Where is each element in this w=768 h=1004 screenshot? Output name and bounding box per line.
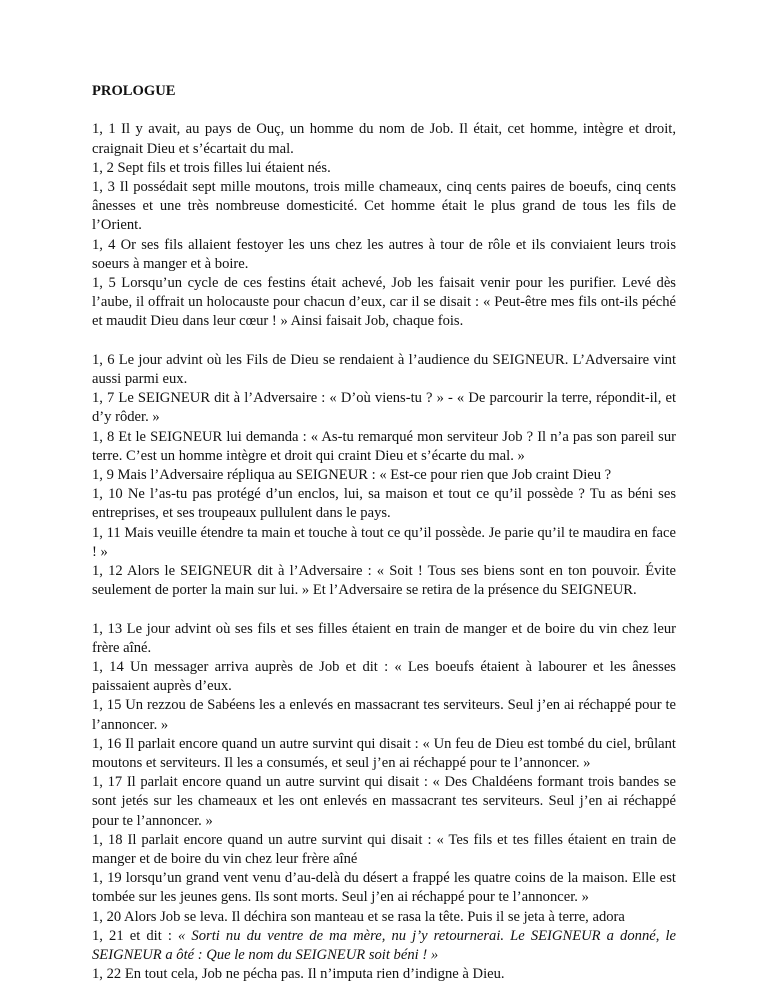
verse-1-21 — [92, 927, 676, 965]
verse-1-22: 1, 22 En tout cela, Job ne pécha pas. Il n’imputa rien d’indigne à Dieu. — [92, 966, 505, 983]
verse-1-1: 1, 1 Il y avait, au pays de Ouç, un homme du nom de Job. Il était, cet homme, intègre et droit, craignait Dieu et s’écartait du mal. — [92, 121, 676, 157]
paragraph-1 — [92, 120, 676, 331]
section-title: PROLOGUE — [92, 83, 176, 99]
verse-1-8: 1, 8 Et le SEIGNEUR lui demanda : « As-tu remarqué mon serviteur Job ? Il n’a pas son pareil sur terre. C’est un homme intègre et droit qui craint Dieu et s’écarte du mal. » — [92, 428, 676, 464]
verse-1-18: 1, 18 Il parlait encore quand un autre survint qui disait : « Tes fils et tes filles étaient en train de manger et de boire du vin chez leur frère aîné — [92, 831, 676, 868]
verse-1-3: 1, 3 Il possédait sept mille moutons, trois mille chameaux, cinq cents paires de boeufs, cinq cents ânesses et une très nombreuse domesticité. Cet homme était le plus grand de tous les fils de l’Orient. — [92, 179, 676, 234]
verse-1-2: 1, 2 Sept fils et trois filles lui étaient nés. — [92, 159, 331, 176]
paragraph-3 — [92, 620, 676, 985]
verse-1-4: 1, 4 Or ses fils allaient festoyer les uns chez les autres à tour de rôle et ils conviaient leurs trois soeurs à manger et à boire. — [92, 236, 676, 272]
verse-1-6: 1, 6 Le jour advint où les Fils de Dieu se rendaient à l’audience du SEIGNEUR. L’Adversaire vint aussi parmi eux. — [92, 351, 676, 388]
verse-1-11: 1, 11 Mais veuille étendre ta main et touche à tout ce qu’il possède. Je parie qu’il te maudira en face ! » — [92, 524, 676, 560]
verse-1-15: 1, 15 Un rezzou de Sabéens les a enlevés en massacrant tes serviteurs. Seul j’en ai réchappé pour te l’annoncer. » — [92, 697, 676, 733]
verse-1-14: 1, 14 Un messager arriva auprès de Job et dit : « Les boeufs étaient à labourer et les ânesses paissaient auprès d’eux. — [92, 659, 676, 695]
verse-1-5: 1, 5 Lorsqu’un cycle de ces festins était achevé, Job les faisait venir pour les purifier. Levé dès l’aube, il offrait un holocauste pour chacun d’eux, car il se disait : « Peut-être mes fils ont-ils péché et maudit Dieu dans leur cœur ! » Ainsi faisait Job, chaque fois. — [92, 275, 676, 330]
verse-1-21-prefix: 1, 21 et dit : — [92, 927, 179, 944]
verse-1-9: 1, 9 Mais l’Adversaire répliqua au SEIGNEUR : « Est-ce pour rien que Job craint Dieu ? — [92, 467, 612, 484]
verse-1-13: 1, 13 Le jour advint où ses fils et ses filles étaient en train de manger et de boire du vin chez leur frère aîné. — [92, 620, 676, 656]
paragraph-2 — [92, 351, 676, 601]
verse-1-10: 1, 10 Ne l’as-tu pas protégé d’un enclos, lui, sa maison et tout ce qu’il possède ? Tu as béni ses entreprises, et ses troupeaux pullulent dans le pays. — [92, 486, 676, 522]
verse-1-16: 1, 16 Il parlait encore quand un autre survint qui disait : « Un feu de Dieu est tombé du ciel, brûlant moutons et serviteurs. Il les a consumés, et seul j’en ai réchappé pour te l’annoncer. » — [92, 735, 676, 772]
verse-1-20: 1, 20 Alors Job se leva. Il déchira son manteau et se rasa la tête. Puis il se jeta à terre, adora — [92, 908, 625, 925]
verse-1-21-quote: « Sorti nu du ventre de ma mère, nu j’y retournerai. Le SEIGNEUR a donné, le SEIGNEUR a ôté : Que le nom du SEIGNEUR soit béni ! » — [92, 927, 676, 964]
verse-1-7: 1, 7 Le SEIGNEUR dit à l’Adversaire : « D’où viens-tu ? » - « De parcourir la terre, répondit-il, et d’y rôder. » — [92, 390, 676, 426]
verse-1-19: 1, 19 lorsqu’un grand vent venu d’au-delà du désert a frappé les quatre coins de la maison. Elle est tombée sur les jeunes gens. Ils sont morts. Seul j’en ai réchappé pour te l’annoncer. » — [92, 870, 676, 906]
document-page — [92, 82, 676, 1004]
verse-1-17: 1, 17 Il parlait encore quand un autre survint qui disait : « Des Chaldéens formant trois bandes se sont jetés sur les chameaux et les ont enlevés en massacrant tes serviteurs. Seul j’en ai réchappé pour te l’annoncer. » — [92, 774, 676, 829]
verse-1-12: 1, 12 Alors le SEIGNEUR dit à l’Adversaire : « Soit ! Tous ses biens sont en ton pouvoir. Évite seulement de porter la main sur lui. » Et l’Adversaire se retira de la présence du SEIGNEUR. — [92, 563, 676, 599]
